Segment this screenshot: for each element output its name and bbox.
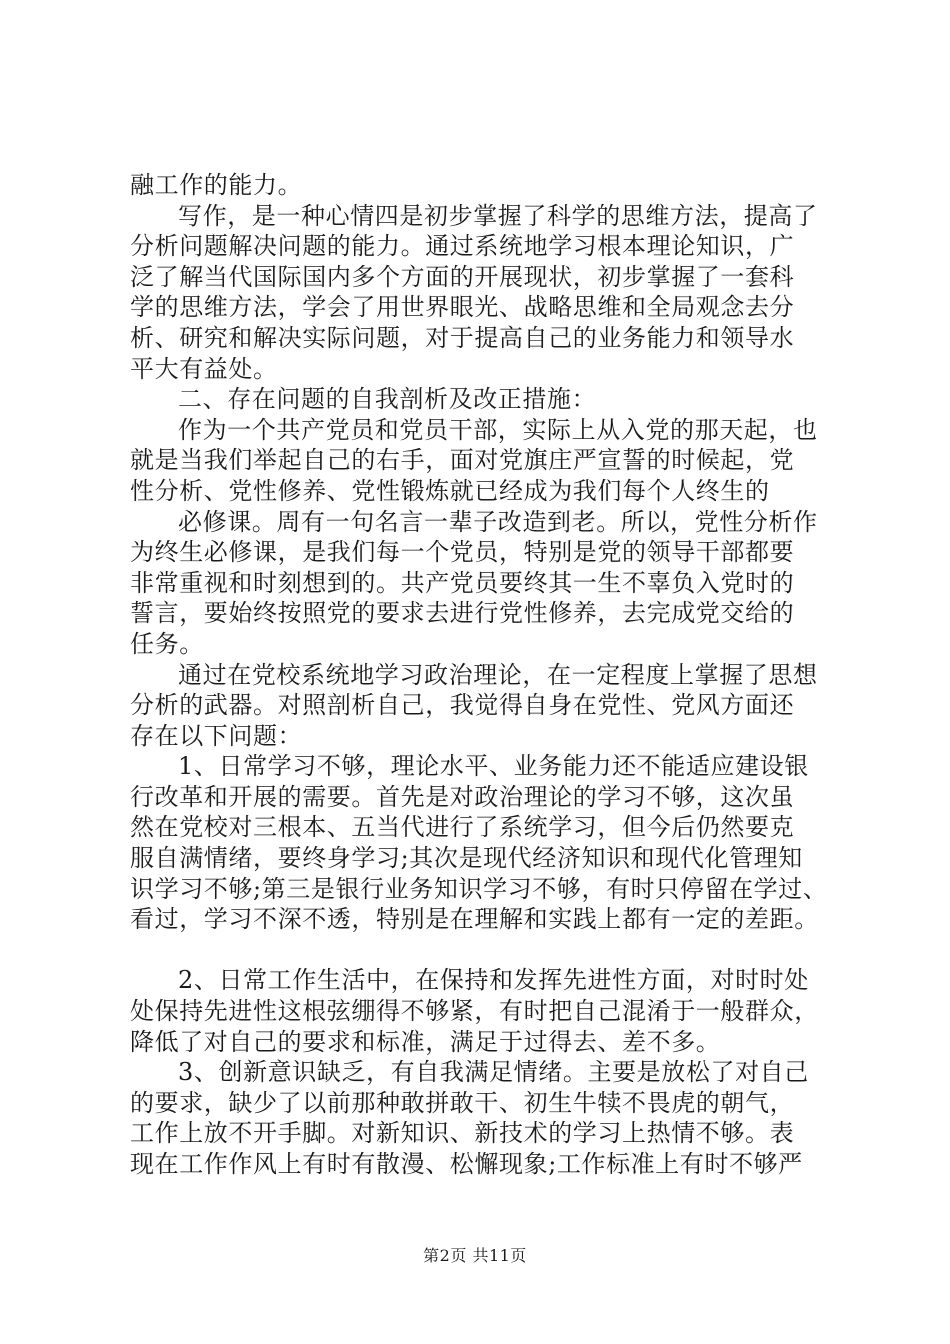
text-line: 性分析、党性修养、党性锻炼就已经成为我们每个人终生的	[130, 476, 770, 505]
page-footer	[0, 1243, 950, 1266]
document-body	[130, 170, 830, 1180]
text-line: 工作上放不开手脚。对新知识、新技术的学习上热情不够。表	[130, 1119, 795, 1148]
text-line: 行改革和开展的需要。首先是对政治理论的学习不够，这次虽	[130, 782, 795, 811]
text-line: 2、日常工作生活中，在保持和发挥先进性方面，对时时处	[178, 966, 809, 995]
text-line: 分析的武器。对照剖析自己，我觉得自身在党性、党风方面还	[130, 691, 795, 720]
paragraph-gap	[130, 935, 830, 966]
text-line: 必修课。周有一句名言一辈子改造到老。所以，党性分析作	[178, 507, 818, 536]
text-line: 学的思维方法，学会了用世界眼光、战略思维和全局观念去分	[130, 293, 795, 322]
text-line: 的要求，缺少了以前那种敢拼敢干、初生牛犊不畏虎的朝气，	[130, 1088, 795, 1117]
text-line: 然在党校对三根本、五当代进行了系统学习，但今后仍然要克	[130, 813, 795, 842]
text-line: 作为一个共产党员和党员干部，实际上从入党的那天起，也	[178, 415, 818, 444]
text-line: 降低了对自己的要求和标准，满足于过得去、差不多。	[130, 1027, 721, 1056]
text-line: 服自满情绪，要终身学习;其次是现代经济知识和现代化管理知	[130, 844, 803, 873]
text-line: 就是当我们举起自己的右手，面对党旗庄严宣誓的时候起，党	[130, 446, 795, 475]
text-line: 泛了解当代国际国内多个方面的开展现状，初步掌握了一套科	[130, 262, 795, 291]
text-line: 处保持先进性这根弦绷得不够紧，有时把自己混淆于一般群众，	[130, 997, 819, 1026]
text-line: 为终生必修课，是我们每一个党员，特别是党的领导干部都要	[130, 538, 795, 567]
text-line: 任务。	[130, 629, 204, 658]
text-line: 通过在党校系统地学习政治理论，在一定程度上掌握了思想	[178, 660, 818, 689]
text-line: 看过，学习不深不透，特别是在理解和实践上都有一定的差距。	[130, 905, 819, 934]
text-line: 3、创新意识缺乏，有自我满足情绪。主要是放松了对自己	[178, 1058, 809, 1087]
text-line: 识学习不够;第三是银行业务知识学习不够，有时只停留在学过、	[130, 874, 828, 903]
text-line: 非常重视和时刻想到的。共产党员要终其一生不辜负入党时的	[130, 568, 795, 597]
text-line: 誓言，要始终按照党的要求去进行党性修养，去完成党交给的	[130, 599, 795, 628]
text-line: 融工作的能力。	[130, 171, 303, 199]
text-line: 写作，是一种心情四是初步掌握了科学的思维方法，提高了	[178, 201, 818, 230]
text-line: 平大有益处。	[130, 354, 278, 383]
text-line: 分析问题解决问题的能力。通过系统地学习根本理论知识，广	[130, 232, 795, 261]
page-number-label: 第2页 共11页	[423, 1246, 527, 1265]
text-line: 现在工作作风上有时有散漫、松懈现象;工作标准上有时不够严	[130, 1150, 803, 1178]
text-line: 析、研究和解决实际问题，对于提高自己的业务能力和领导水	[130, 323, 795, 352]
section-heading: 二、存在问题的自我剖析及改正措施：	[178, 385, 597, 414]
text-line: 1、日常学习不够，理论水平、业务能力还不能适应建设银	[178, 752, 809, 781]
text-line: 存在以下问题：	[130, 721, 303, 750]
